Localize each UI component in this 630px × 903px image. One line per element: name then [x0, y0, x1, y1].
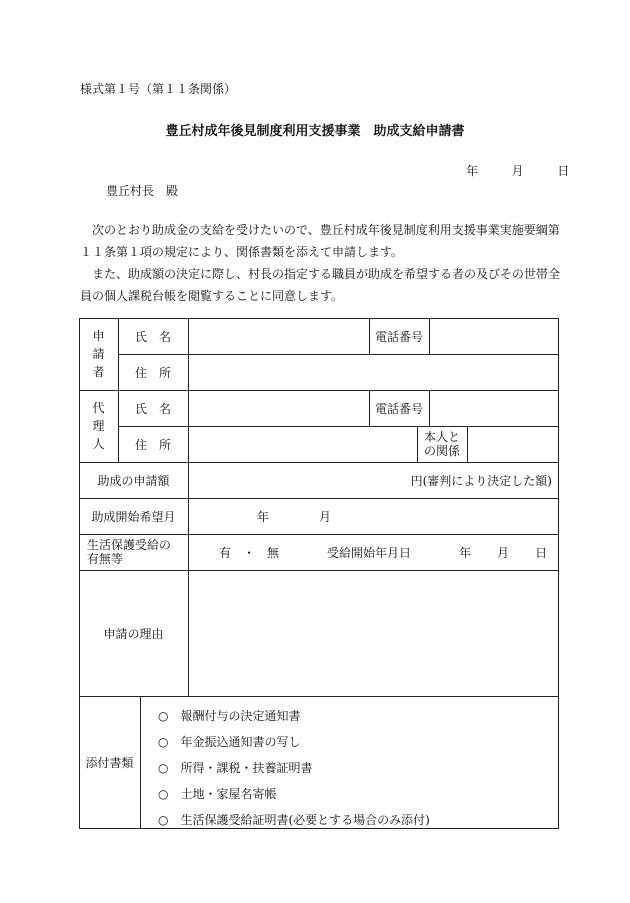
document-title: 豊丘村成年後見制度利用支援事業 助成支給申請書: [165, 124, 465, 139]
applicant-phone-label: 電話番号: [374, 329, 423, 344]
application-form-table: [79, 318, 559, 829]
body-text: [80, 219, 560, 307]
amount-label: 助成の申請額: [97, 473, 170, 488]
agent-phone-field[interactable]: [430, 390, 558, 426]
welfare-field[interactable]: [189, 534, 558, 570]
date-month: 月: [511, 164, 524, 178]
attachment-item[interactable]: ○ 所得・課税・扶養証明書: [158, 761, 313, 775]
reason-field[interactable]: [189, 570, 558, 696]
applicant-address-label: 住 所: [134, 365, 171, 380]
welfare-month-unit: 月: [497, 545, 510, 560]
start-month-label: 助成開始希望月: [91, 509, 176, 524]
applicant-name-field[interactable]: [189, 318, 369, 354]
form-number: 様式第１号（第１１条関係）: [80, 82, 237, 96]
body-paragraph-1: 次のとおり助成金の支給を受けたいので、豊丘村成年後見制度利用支援事業実施要綱第１１条第１項の規定により、関係書類を添えて申請します。: [80, 223, 560, 259]
welfare-start-label: 受給開始年月日: [327, 545, 412, 560]
applicant-phone-field[interactable]: [430, 318, 558, 354]
applicant-label: 申 請 者: [92, 329, 105, 379]
agent-name-label: 氏 名: [134, 401, 171, 416]
relation-label: 本人と の関係: [423, 430, 460, 458]
attachment-item[interactable]: ○ 年金振込通知書の写し: [158, 735, 301, 749]
start-month-field[interactable]: [189, 498, 558, 534]
date-year: 年: [466, 164, 479, 178]
agent-address-field[interactable]: [189, 426, 417, 462]
attachment-item[interactable]: ○ 報酬付与の決定通知書: [158, 709, 301, 723]
attachment-item[interactable]: ○ 生活保護受給証明書(必要とする場合のみ添付): [158, 813, 430, 827]
start-month-unit: 月: [319, 509, 332, 524]
body-paragraph-2: また、助成額の決定に際し、村長の指定する職員が助成を希望する者の及びその世帯全員の個人課税台帳を閲覧することに同意します。: [80, 267, 561, 303]
attachment-item[interactable]: ○ 土地・家屋名寄帳: [158, 787, 277, 801]
start-year-unit: 年: [257, 509, 270, 524]
applicant-address-field[interactable]: [189, 354, 558, 390]
welfare-day-unit: 日: [535, 545, 548, 560]
relation-field[interactable]: [468, 426, 558, 462]
welfare-options[interactable]: 有 ・ 無: [219, 545, 280, 560]
date-line: [466, 162, 569, 179]
attachments-label: 添付書類: [85, 756, 134, 770]
date-day: 日: [557, 164, 570, 178]
addressee: 豊丘村長 殿: [106, 184, 179, 198]
agent-phone-label: 電話番号: [374, 401, 423, 416]
agent-label: 代 理 人: [92, 401, 105, 451]
amount-field[interactable]: [189, 462, 558, 498]
agent-name-field[interactable]: [189, 390, 369, 426]
attachments-list: [158, 707, 430, 837]
welfare-year-unit: 年: [459, 545, 472, 560]
welfare-label: 生活保護受給の 有無等: [87, 538, 172, 566]
agent-address-label: 住 所: [134, 437, 171, 452]
amount-unit: 円(審判により決定した額): [410, 473, 552, 488]
reason-label: 申請の理由: [103, 626, 164, 641]
applicant-name-label: 氏 名: [134, 329, 171, 344]
